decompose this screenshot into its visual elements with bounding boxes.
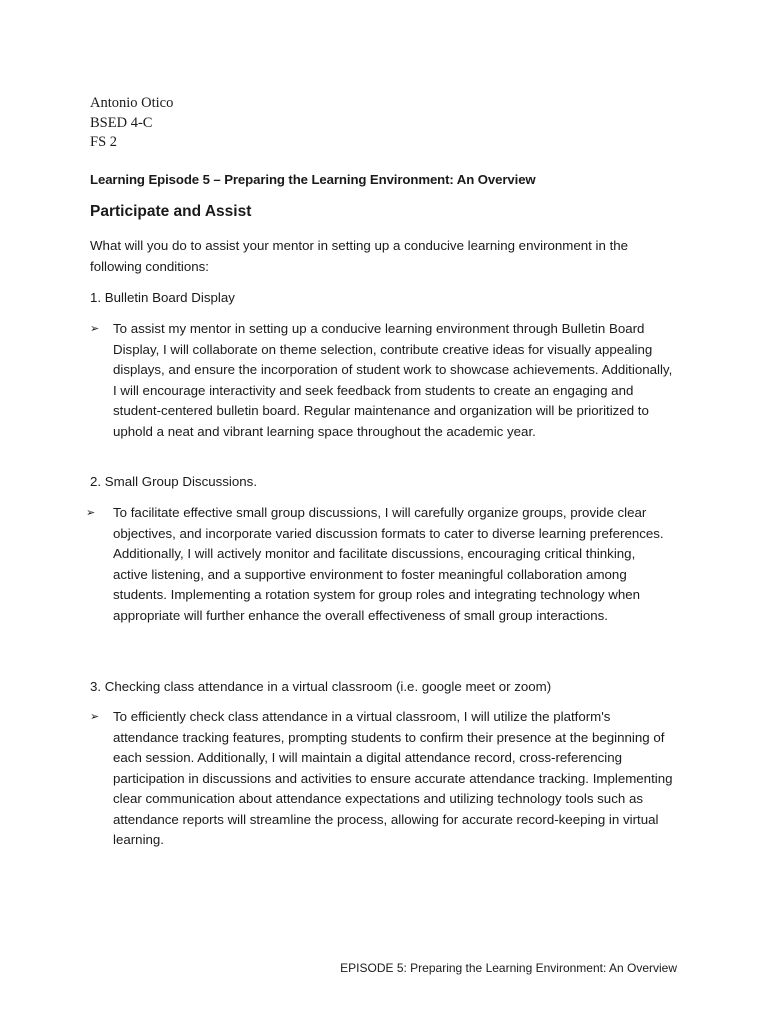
list-item bbox=[90, 319, 680, 442]
bullet-text: To facilitate effective small group discussions, I will carefully organize groups, provide clear objectives, and incorporate varied discussion formats to cater to diverse learning preferences. Additionally, I will actively monitor and facilitate discussions, encouraging critical thinking, active listening, and a supportive environment to foster meaningful collaboration among students. Implementing a rotation system for group roles and integrating technology when appropriate will further enhance the overall effectiveness of small group interactions. bbox=[113, 505, 664, 623]
page-footer: EPISODE 5: Preparing the Learning Environment: An Overview bbox=[340, 961, 677, 975]
intro-paragraph: What will you do to assist your mentor in setting up a conducive learning environment in the following conditions: bbox=[90, 238, 629, 274]
item-title-attendance: 3. Checking class attendance in a virtual classroom (i.e. google meet or zoom) bbox=[90, 679, 552, 694]
list-item bbox=[90, 707, 680, 851]
section-heading: Participate and Assist bbox=[90, 203, 252, 220]
arrowhead-bullet-icon: ➢ bbox=[90, 710, 100, 723]
bullet-text: To efficiently check class attendance in a virtual classroom, I will utilize the platform's attendance tracking features, prompting students to confirm their presence at the beginning of each session. Additionally, I will maintain a digital attendance record, cross-referencing participation in discussions and activities to ensure accurate attendance tracking. Implementing clear communication about attendance expectations and utilizing technology tools such as attendance reports will streamline the process, allowing for accurate record-keeping in virtual learning. bbox=[113, 709, 673, 847]
author-name: Antonio Otico bbox=[90, 95, 174, 111]
arrowhead-bullet-icon: ➢ bbox=[90, 322, 100, 335]
list-item bbox=[86, 503, 680, 626]
arrowhead-bullet-icon: ➢ bbox=[86, 506, 96, 519]
item-title-small-group: 2. Small Group Discussions. bbox=[90, 474, 258, 489]
episode-title: Learning Episode 5 – Preparing the Learning Environment: An Overview bbox=[90, 172, 536, 187]
author-section: BSED 4-C bbox=[90, 114, 153, 131]
bullet-text: To assist my mentor in setting up a conducive learning environment through Bulletin Board Display, I will collaborate on theme selection, contribute creative ideas for visually appealing displays, and ensure the incorporation of student work to showcase achievements. Additionally, I will encourage interactivity and seek feedback from students to create an engaging and student-centered bulletin board. Regular maintenance and organization will be prioritized to uphold a neat and vibrant learning space throughout the academic year. bbox=[113, 321, 673, 439]
author-header bbox=[90, 94, 173, 153]
course-code: FS 2 bbox=[90, 134, 118, 150]
item-title-bulletin-board: 1. Bulletin Board Display bbox=[90, 290, 235, 305]
